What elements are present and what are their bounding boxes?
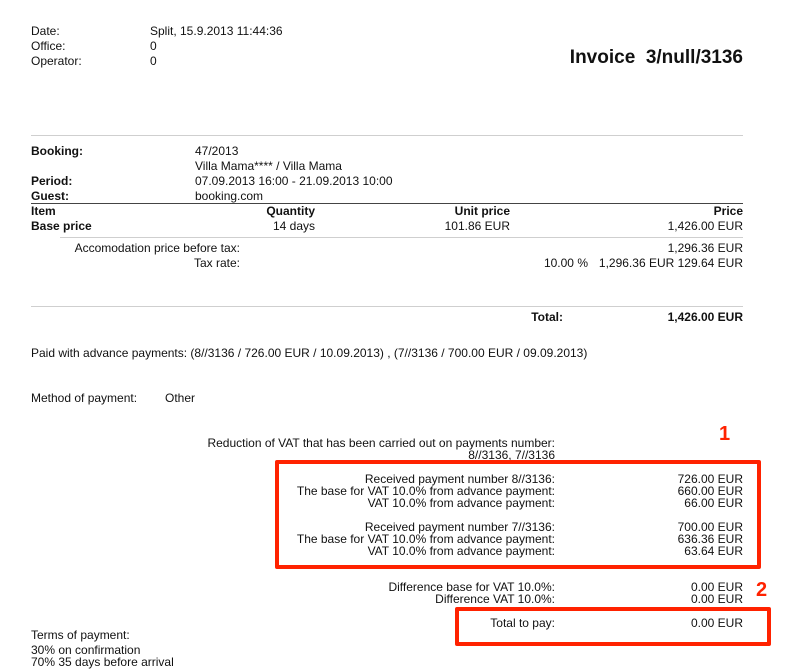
payment-2-vat-value: 63.64 EUR [684,544,743,558]
operator-label: Operator: [31,54,82,68]
difference-vat-value: 0.00 EUR [690,592,743,606]
callout-box-2 [455,607,771,646]
payment-2-received-value: 700.00 EUR [677,520,743,534]
column-unit-price: Unit price [454,204,510,218]
vat-reduction-line1: Reduction of VAT that has been carried out on payments number: [207,436,555,450]
operator-value: 0 [150,54,157,68]
booking-number: 47/2013 [195,144,239,158]
accommodation-value: 1,296.36 EUR [667,241,743,255]
terms-line2: 70% 35 days before arrival [31,655,174,669]
difference-base-value: 0.00 EUR [690,580,743,594]
column-price: Price [713,204,743,218]
payment-2-received-label: Received payment number 7//3136: [364,520,555,534]
tax-rate-label: Tax rate: [193,256,240,270]
office-value: 0 [150,39,157,53]
date-label: Date: [31,24,60,38]
method-value: Other [165,391,196,405]
total-label: Total: [531,310,563,324]
difference-base-label: Difference base for VAT 10.0%: [388,580,555,594]
property-name: Villa Mama**** / Villa Mama [195,159,342,173]
column-item: Item [31,204,56,218]
terms-label: Terms of payment: [31,628,130,642]
item-quantity: 14 days [272,219,315,233]
item-unit-price: 101.86 EUR [444,219,510,233]
row-divider [60,237,743,238]
table-top-divider [31,203,743,204]
item-name: Base price [31,219,92,233]
payment-1-base-label: The base for VAT 10.0% from advance payment: [296,484,555,498]
callout-box-1 [275,460,761,569]
date-value: Split, 15.9.2013 11:44:36 [150,24,283,38]
callout-number-1: 1 [719,423,731,445]
item-price: 1,426.00 EUR [667,219,743,233]
guest-label: Guest: [31,189,70,203]
period-label: Period: [31,174,73,188]
total-to-pay-value: 0.00 EUR [690,616,743,630]
guest-value: booking.com [195,189,264,203]
total-to-pay-label: Total to pay: [490,616,555,630]
payment-1-base-value: 660.00 EUR [677,484,743,498]
payment-1-received-value: 726.00 EUR [677,472,743,486]
payment-1-received-label: Received payment number 8//3136: [364,472,555,486]
total-value: 1,426.00 EUR [667,310,743,324]
method-label: Method of payment: [31,391,138,405]
period-value: 07.09.2013 16:00 - 21.09.2013 10:00 [195,174,393,188]
payment-2-base-value: 636.36 EUR [677,532,743,546]
payment-2-vat-label: VAT 10.0% from advance payment: [367,544,555,558]
payment-2-base-label: The base for VAT 10.0% from advance payment: [296,532,555,546]
difference-vat-label: Difference VAT 10.0%: [435,592,555,606]
payment-1-vat-label: VAT 10.0% from advance payment: [367,496,555,510]
vat-reduction-line2: 8//3136, 7//3136 [468,448,555,462]
callout-number-2: 2 [756,579,768,601]
tax-amounts: 1,296.36 EUR 129.64 EUR [598,256,743,270]
total-divider [31,306,743,307]
booking-label: Booking: [31,144,83,158]
advance-payments-text: Paid with advance payments: (8//3136 / 726.00 EUR / 10.09.2013) , (7//3136 / 700.00 EUR / 09.09.2013) [31,346,588,360]
header-divider [31,135,743,136]
payment-1-vat-value: 66.00 EUR [684,496,743,510]
column-quantity: Quantity [266,204,315,218]
tax-rate-value: 10.00 % [543,256,588,270]
invoice-title: Invoice 3/null/3136 [569,47,743,68]
accommodation-label: Accomodation price before tax: [74,241,240,255]
terms-line1: 30% on confirmation [31,643,141,657]
office-label: Office: [31,39,66,53]
